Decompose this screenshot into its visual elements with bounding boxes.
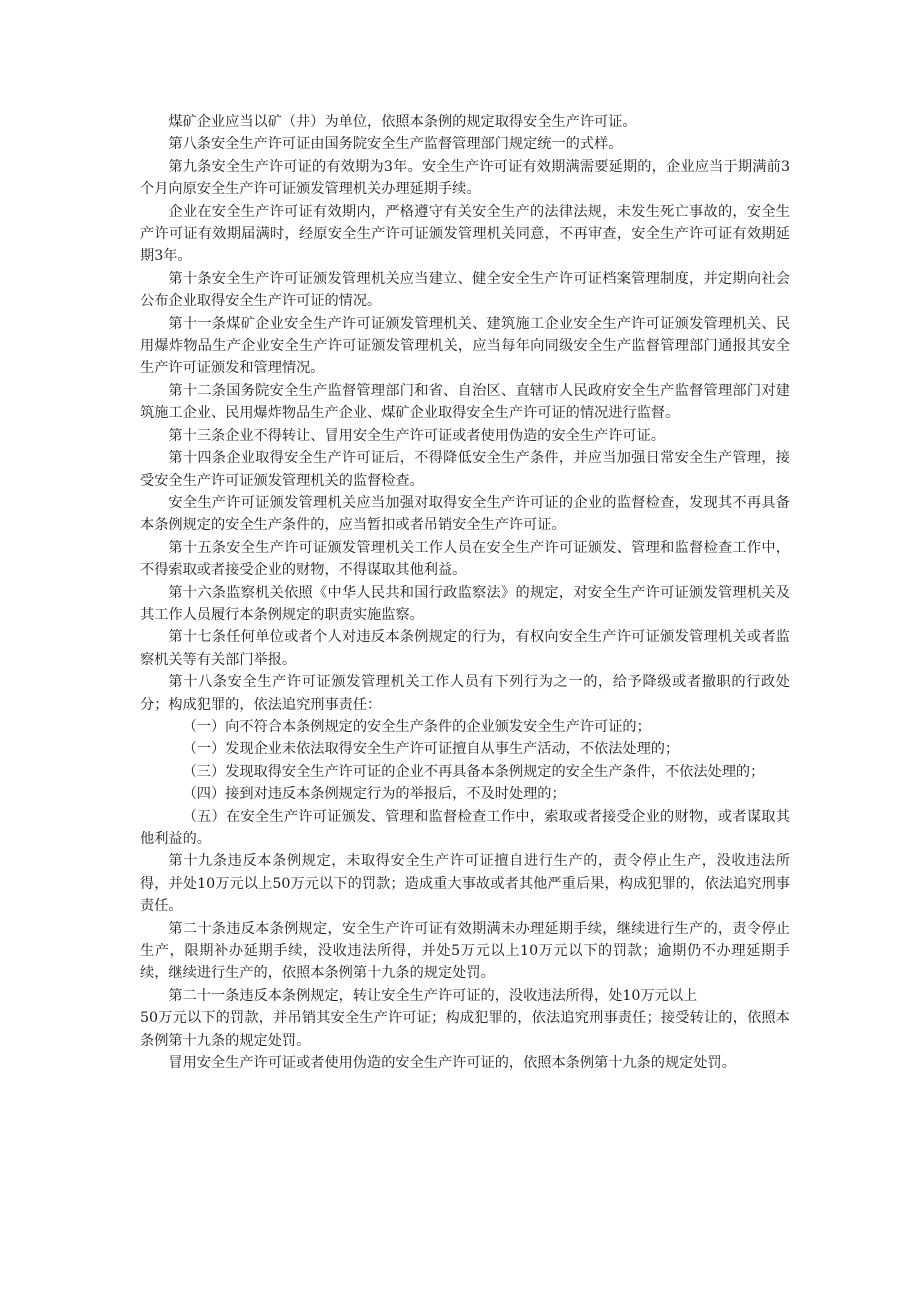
document-body [140,111,790,1074]
paragraph: 第二十一条违反本条例规定，转让安全生产许可证的，没收违法所得，处10万元以上 [168,987,698,1004]
paragraph: 第八条安全生产许可证由国务院安全生产监督管理部门规定统一的式样。 [168,136,623,153]
paragraph: 安全生产许可证颁发管理机关应当加强对取得安全生产许可证的企业的监督检查，发现其不再具备本条例规定的安全生产条件的，应当暂扣或者吊销安全生产许可证。 [140,494,790,534]
list-item: （五）在安全生产许可证颁发、管理和监督检查工作中，索取或者接受企业的财物，或者谋取其他利益的。 [140,808,790,847]
paragraph: 第十七条任何单位或者个人对违反本条例规定的行为，有权向安全生产许可证颁发管理机关或者监察机关等有关部门举报。 [140,629,790,668]
paragraph: 企业在安全生产许可证有效期内，严格遵守有关安全生产的法律法规，未发生死亡事故的，安全生产许可证有效期届满时，经原安全生产许可证颁发管理机关同意，不再审查，安全生产许可证有效期延期3年。 [140,203,790,265]
list-item: （四）接到对违反本条例规定行为的举报后，不及时处理的； [182,786,566,803]
paragraph: 第十一条煤矿企业安全生产许可证颁发管理机关、建筑施工企业安全生产许可证颁发管理机关、民用爆炸物品生产企业安全生产许可证颁发管理机关，应当每年向同级安全生产监督管理部门通报其安全生产许可证颁发和管理情况。 [140,315,790,377]
paragraph: 第十九条违反本条例规定，未取得安全生产许可证擅自进行生产的，责令停止生产，没收违法所得，并处10万元以上50万元以下的罚款；造成重大事故或者其他严重后果，构成犯罪的，依法追究刑事责任。 [140,853,790,915]
list-item: （三）发现取得安全生产许可证的企业不再具备本条例规定的安全生产条件，不依法处理的； [182,763,765,780]
paragraph: 50万元以下的罚款，并吊销其安全生产许可证；构成犯罪的，依法追究刑事责任；接受转让的，依照本条例第十九条的规定处罚。 [140,1010,790,1049]
list-item: （一）向不符合本条例规定的安全生产条件的企业颁发安全生产许可证的； [182,718,651,735]
paragraph: 第十八条安全生产许可证颁发管理机关工作人员有下列行为之一的，给予降级或者撤职的行政处分；构成犯罪的，依法追究刑事责任： [140,674,790,713]
list-item: （一）发现企业未依法取得安全生产许可证擅自从事生产活动，不依法处理的； [182,741,680,758]
paragraph: 第十六条监察机关依照《中华人民共和国行政监察法》的规定，对安全生产许可证颁发管理机关及其工作人员履行本条例规定的职责实施监察。 [140,584,790,623]
paragraph: 冒用安全生产许可证或者使用伪造的安全生产许可证的，依照本条例第十九条的规定处罚。 [168,1055,736,1072]
paragraph: 第十五条安全生产许可证颁发管理机关工作人员在安全生产许可证颁发、管理和监督检查工作中，不得索取或者接受企业的财物，不得谋取其他利益。 [140,539,790,579]
paragraph: 第十二条国务院安全生产监督管理部门和省、自治区、直辖市人民政府安全生产监督管理部门对建筑施工企业、民用爆炸物品生产企业、煤矿企业取得安全生产许可证的情况进行监督。 [140,382,790,422]
paragraph: 第十四条企业取得安全生产许可证后，不得降低安全生产条件，并应当加强日常安全生产管理，接受安全生产许可证颁发管理机关的监督检查。 [140,450,790,489]
paragraph: 煤矿企业应当以矿（井）为单位，依照本条例的规定取得安全生产许可证。 [168,114,637,130]
paragraph: 第十条安全生产许可证颁发管理机关应当建立、健全安全生产许可证档案管理制度，并定期向社会公布企业取得安全生产许可证的情况。 [140,270,790,310]
paragraph: 第九条安全生产许可证的有效期为3年。安全生产许可证有效期满需要延期的，企业应当于期满前3个月向原安全生产许可证颁发管理机关办理延期手续。 [140,158,790,198]
paragraph: 第十三条企业不得转让、冒用安全生产许可证或者使用伪造的安全生产许可证。 [168,427,665,444]
paragraph: 第二十条违反本条例规定，安全生产许可证有效期满未办理延期手续，继续进行生产的，责令停止生产，限期补办延期手续，没收违法所得，并处5万元以上10万元以下的罚款；逾期仍不办理延期手续，继续进行生产的，依照本条例第十九条的规定处罚。 [140,920,790,982]
